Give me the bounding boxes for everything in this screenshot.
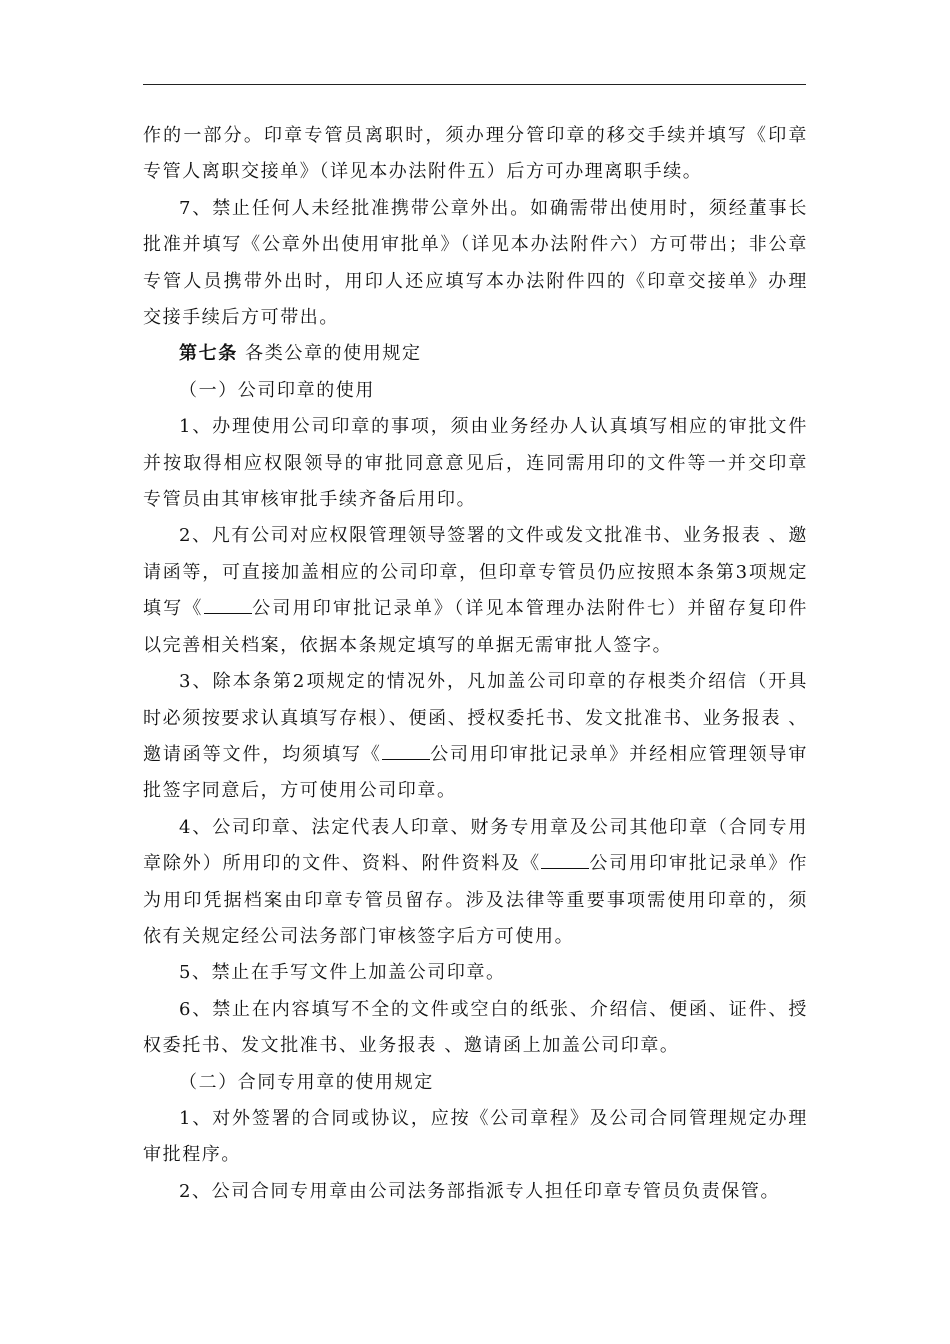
section-1-item-6: 6、禁止在内容填写不全的文件或空白的纸张、介绍信、便函、证件、授权委托书、发文批准书、业务报表 、邀请函上加盖公司印章。 xyxy=(143,998,808,1057)
article-7-heading xyxy=(143,336,808,372)
section-1-item-4 xyxy=(143,810,808,956)
item-2-part-a: 2、凡有公司对应权限管理领导签署的文件或发文批准书、业务报表 、邀请函等，可直接加盖相应的公司印章，但印章专管员仍应按照本条第3项规定填写《 xyxy=(143,525,808,620)
section-1-item-2 xyxy=(143,518,808,664)
fill-blank xyxy=(382,745,430,760)
section-2-item-2: 2、公司合同专用章由公司法务部指派专人担任印章专管员负责保管。 xyxy=(179,1180,781,1202)
document-body xyxy=(143,118,808,1210)
fill-blank xyxy=(204,599,252,614)
section-1-item-1: 1、办理使用公司印章的事项，须由业务经办人认真填写相应的审批文件并按取得相应权限领导的审批同意意见后，连同需用印的文件等一并交印章专管员由其审核审批手续齐备后用印。 xyxy=(143,416,808,511)
item-2-part-b: 公司用印审批记录单》（详见本管理办法附件七）并留存复印件以完善相关档案，依据本条规定填写的单据无需审批人签字。 xyxy=(143,598,809,656)
section-1-item-3 xyxy=(143,664,808,810)
article-7-title: 各类公章的使用规定 xyxy=(245,343,422,365)
item-4-part-b: 公司用印审批记录单》作为用印凭据档案由印章专管员留存。涉及法律等重要事项需使用印章的，须依有关规定经公司法务部门审核签字后方可使用。 xyxy=(143,853,808,947)
section-1-item-5: 5、禁止在手写文件上加盖公司印章。 xyxy=(179,962,506,984)
item-3-part-b: 公司用印审批记录单》并经相应管理领导审批签字同意后，方可使用公司印章。 xyxy=(143,743,808,802)
fill-blank xyxy=(541,854,589,869)
paragraph-item-7: 7、禁止任何人未经批准携带公章外出。如确需带出使用时，须经董事长批准并填写《公章外出使用审批单》（详见本办法附件六）方可带出；非公章专管人员携带外出时，用印人还应填写本办法附件四的《印章交接单》办理交接手续后方可带出。 xyxy=(143,197,808,329)
header-rule xyxy=(143,84,806,85)
paragraph-continuation: 作的一部分。印章专管员离职时，须办理分管印章的移交手续并填写《印章专管人离职交接单》（详见本办法附件五）后方可办理离职手续。 xyxy=(143,125,808,183)
item-4-part-a: 4、公司印章、法定代表人印章、财务专用章及公司其他印章（合同专用章除外）所用印的文件、资料、附件资料及《 xyxy=(143,816,808,875)
item-3-part-a: 3、除本条第2项规定的情况外，凡加盖公司印章的存根类介绍信（开具时必须按要求认真填写存根）、便函、授权委托书、发文批准书、业务报表 、邀请函等文件，均须填写《 xyxy=(143,671,808,765)
section-2-heading: （二）合同专用章的使用规定 xyxy=(179,1071,434,1093)
article-7-label: 第七条 xyxy=(179,343,238,365)
section-2-item-1: 1、对外签署的合同或协议，应按《公司章程》及公司合同管理规定办理审批程序。 xyxy=(143,1107,808,1166)
section-1-heading: （一）公司印章的使用 xyxy=(179,379,375,401)
